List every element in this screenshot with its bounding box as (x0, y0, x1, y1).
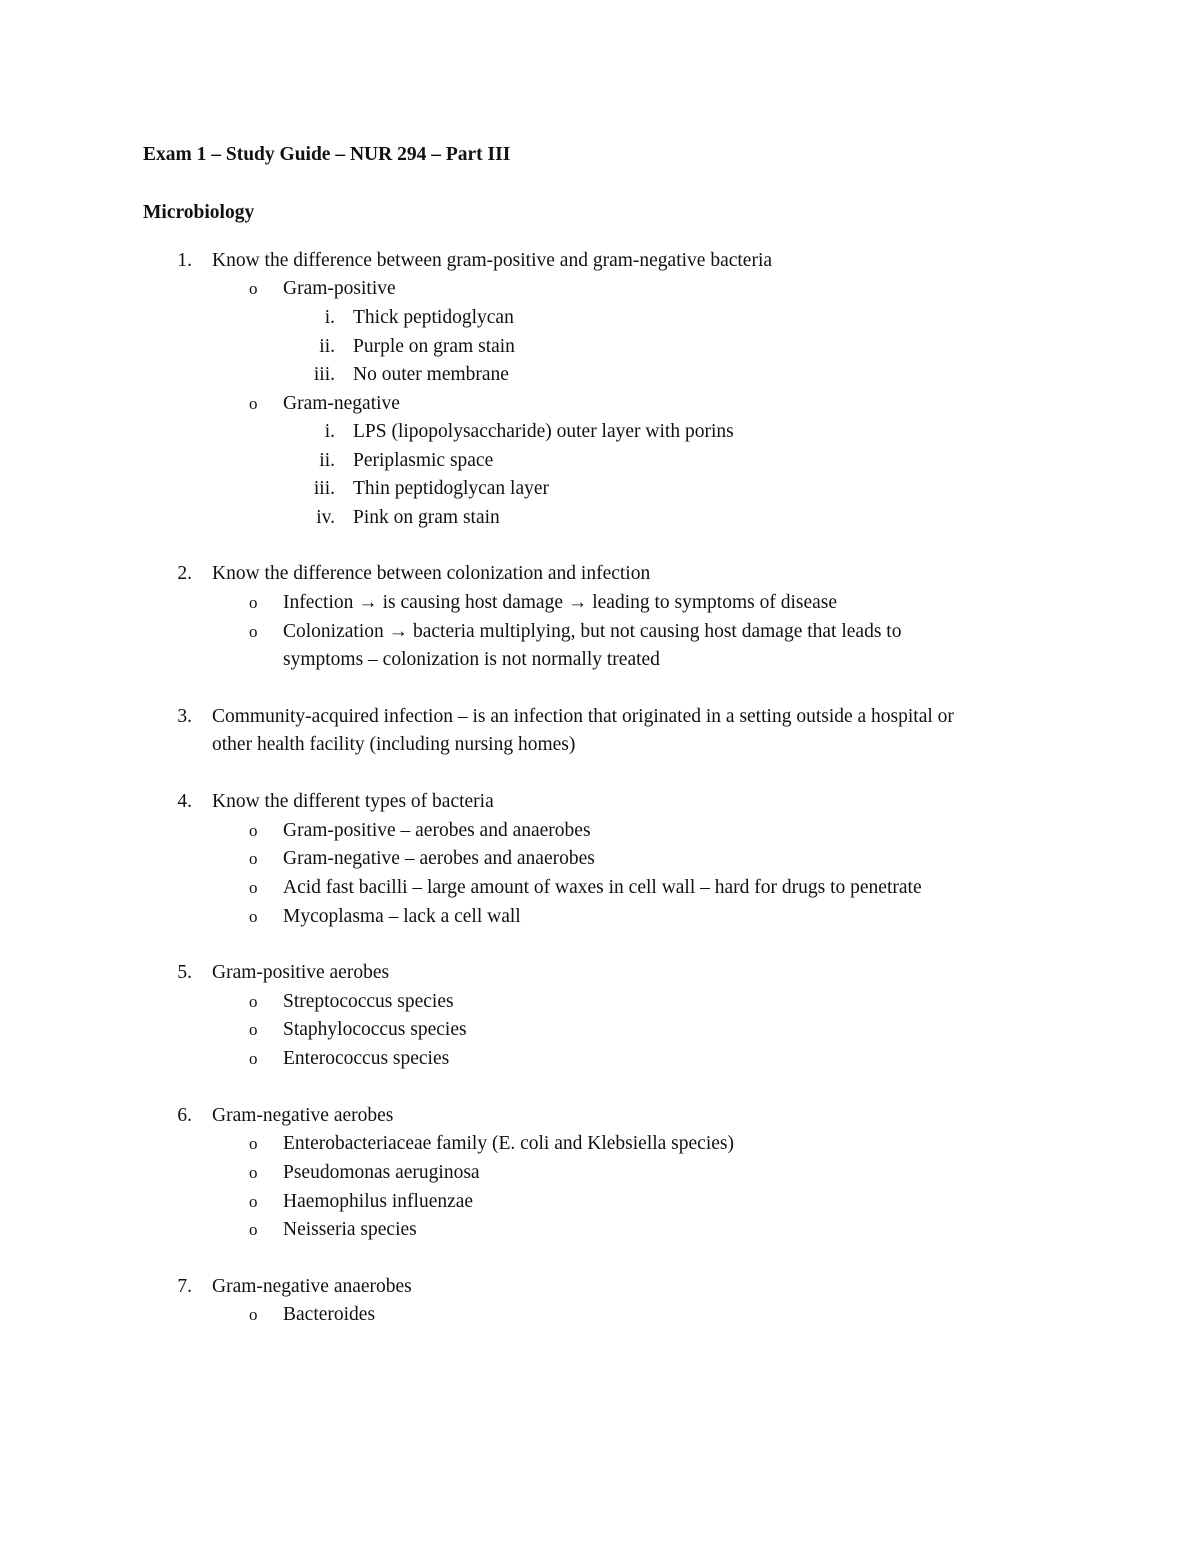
item-number: 5. (177, 962, 192, 983)
point-text: Thick peptidoglycan (353, 307, 514, 328)
bullet-marker: o (249, 1192, 258, 1211)
point-numeral: iv. (316, 507, 335, 528)
item-text: Know the difference between gram-positive and gram-negative bacteria (212, 250, 773, 271)
point-text: LPS (lipopolysaccharide) outer layer with porins (353, 421, 734, 442)
subitem-text: Gram-negative (283, 393, 400, 414)
point-numeral: ii. (319, 450, 335, 471)
subitem-text: Colonization → bacteria multiplying, but not causing host damage that leads to (283, 621, 902, 642)
section-heading: Microbiology (143, 202, 255, 223)
item-number: 2. (177, 563, 192, 584)
bullet-marker: o (249, 1305, 258, 1324)
subitem-text: Streptococcus species (283, 991, 454, 1012)
item-number: 7. (177, 1276, 192, 1297)
item-text-continued: other health facility (including nursing homes) (212, 734, 576, 755)
item-text: Gram-positive aerobes (212, 962, 390, 983)
subitem-text: Haemophilus influenzae (283, 1191, 474, 1212)
bullet-marker: o (249, 1163, 258, 1182)
subitem-text: Gram-positive – aerobes and anaerobes (283, 820, 591, 841)
point-text: Thin peptidoglycan layer (353, 478, 550, 499)
point-numeral: iii. (313, 364, 335, 385)
item-text: Gram-negative anaerobes (212, 1276, 412, 1297)
bullet-marker: o (249, 849, 258, 868)
point-numeral: i. (324, 307, 335, 328)
subitem-text: Enterococcus species (283, 1048, 450, 1069)
point-numeral: i. (324, 421, 335, 442)
bullet-marker: o (249, 593, 258, 612)
bullet-marker: o (249, 279, 258, 298)
point-text: No outer membrane (353, 364, 509, 385)
point-text: Pink on gram stain (353, 507, 500, 528)
item-text: Know the different types of bacteria (212, 791, 494, 812)
subitem-text: Pseudomonas aeruginosa (283, 1162, 480, 1183)
bullet-marker: o (249, 1134, 258, 1153)
point-text: Purple on gram stain (353, 336, 515, 357)
item-number: 6. (177, 1105, 192, 1126)
item-number: 1. (177, 250, 192, 271)
subitem-text: Mycoplasma – lack a cell wall (283, 906, 521, 927)
item-number: 4. (177, 791, 192, 812)
bullet-marker: o (249, 622, 258, 641)
item-number: 3. (177, 706, 192, 727)
bullet-marker: o (249, 1049, 258, 1068)
subitem-text: Infection → is causing host damage → leading to symptoms of disease (283, 592, 838, 613)
subitem-text-continued: symptoms – colonization is not normally treated (283, 649, 660, 670)
item-text: Gram-negative aerobes (212, 1105, 394, 1126)
subitem-text: Acid fast bacilli – large amount of waxes in cell wall – hard for drugs to penetrate (283, 877, 922, 898)
point-numeral: iii. (313, 478, 335, 499)
bullet-marker: o (249, 821, 258, 840)
bullet-marker: o (249, 878, 258, 897)
subitem-text: Enterobacteriaceae family (E. coli and Klebsiella species) (283, 1133, 734, 1154)
subitem-text: Gram-negative – aerobes and anaerobes (283, 848, 595, 869)
bullet-marker: o (249, 1220, 258, 1239)
item-text: Know the difference between colonization and infection (212, 563, 651, 584)
subitem-text: Neisseria species (283, 1219, 417, 1240)
point-numeral: ii. (319, 336, 335, 357)
page-title: Exam 1 – Study Guide – NUR 294 – Part III (143, 144, 511, 165)
bullet-marker: o (249, 992, 258, 1011)
subitem-text: Staphylococcus species (283, 1019, 467, 1040)
bullet-marker: o (249, 907, 258, 926)
subitem-text: Gram-positive (283, 278, 396, 299)
bullet-marker: o (249, 1020, 258, 1039)
point-text: Periplasmic space (353, 450, 494, 471)
subitem-text: Bacteroides (283, 1304, 376, 1325)
bullet-marker: o (249, 394, 258, 413)
item-text: Community-acquired infection – is an infection that originated in a setting outside a hospital or (212, 706, 954, 727)
